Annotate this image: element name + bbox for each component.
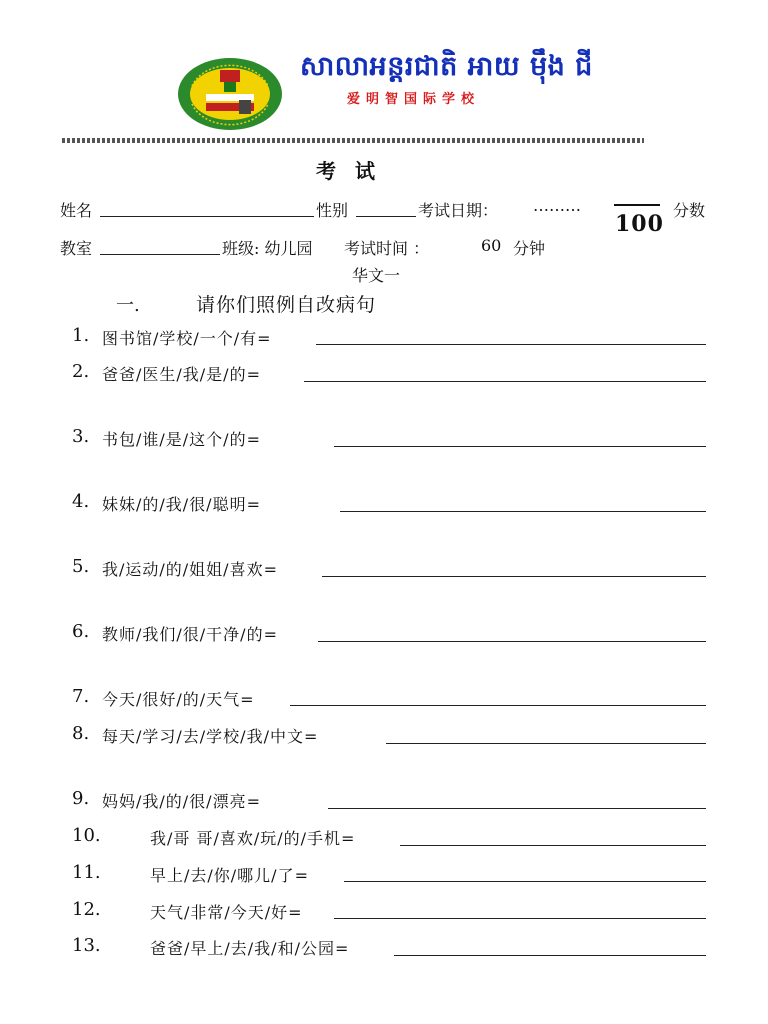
section-number: 一. xyxy=(116,295,140,316)
score-total: 100 xyxy=(615,211,664,237)
question-number: 4. xyxy=(72,491,90,512)
class-label: 班级: 幼儿园 xyxy=(222,239,313,258)
question-number: 1. xyxy=(72,325,90,346)
question-text: 书包/谁/是/这个/的= xyxy=(102,430,261,449)
classroom-field[interactable] xyxy=(100,254,220,255)
question-text: 早上/去/你/哪儿/了= xyxy=(150,866,309,885)
exam-date-label: 考试日期： xyxy=(418,201,499,220)
school-name-khmer: សាលាអន្តរជាតិ អាយ ម៉ឹង ជី xyxy=(300,51,593,82)
header-divider xyxy=(62,138,644,143)
question-text: 爸爸/早上/去/我/和/公园= xyxy=(150,939,350,958)
answer-line[interactable] xyxy=(322,576,706,577)
question-number: 12. xyxy=(72,899,101,920)
section-instruction: 请你们照例自改病句 xyxy=(196,294,377,316)
gender-label: 性别 xyxy=(316,201,349,220)
answer-line[interactable] xyxy=(318,641,706,642)
exam-time-value: 60 xyxy=(481,236,502,255)
name-label: 姓名 xyxy=(60,201,93,220)
question-text: 每天/学习/去/学校/我/中文= xyxy=(102,727,319,746)
school-logo xyxy=(176,56,284,132)
answer-line[interactable] xyxy=(328,808,706,809)
question-number: 11. xyxy=(72,862,101,883)
name-field[interactable] xyxy=(100,216,314,217)
question-number: 3. xyxy=(72,426,90,447)
question-number: 9. xyxy=(72,788,90,809)
question-text: 妈妈/我/的/很/漂亮= xyxy=(102,792,261,811)
score-fraction-line xyxy=(614,204,660,206)
answer-line[interactable] xyxy=(386,743,706,744)
exam-time-label: 考试时间 ： xyxy=(344,239,430,258)
answer-line[interactable] xyxy=(340,511,706,512)
classroom-label: 教室 xyxy=(60,239,93,258)
question-number: 13. xyxy=(72,935,101,956)
question-text: 天气/非常/今天/好= xyxy=(150,903,303,922)
question-text: 爸爸/医生/我/是/的= xyxy=(102,365,261,384)
question-number: 6. xyxy=(72,621,90,642)
question-number: 7. xyxy=(72,686,90,707)
question-number: 10. xyxy=(72,825,101,846)
question-text: 教师/我们/很/干净/的= xyxy=(102,625,278,644)
question-number: 8. xyxy=(72,723,90,744)
question-number: 5. xyxy=(72,556,90,577)
answer-line[interactable] xyxy=(334,446,706,447)
question-text: 我/哥 哥/喜欢/玩/的/手机= xyxy=(150,829,356,848)
answer-line[interactable] xyxy=(304,381,706,382)
answer-line[interactable] xyxy=(344,881,706,882)
answer-line[interactable] xyxy=(316,344,706,345)
gender-field[interactable] xyxy=(356,216,416,217)
exam-time-unit: 分钟 xyxy=(513,239,546,258)
answer-line[interactable] xyxy=(334,918,706,919)
school-name-chinese: 爱明智国际学校 xyxy=(347,92,481,107)
question-text: 今天/很好/的/天气= xyxy=(102,690,255,709)
answer-line[interactable] xyxy=(290,705,706,706)
question-number: 2. xyxy=(72,361,90,382)
question-text: 我/运动/的/姐姐/喜欢= xyxy=(102,560,278,579)
question-text: 妹妹/的/我/很/聪明= xyxy=(102,495,261,514)
answer-line[interactable] xyxy=(394,955,706,956)
exam-date-dots[interactable]: ……… xyxy=(533,196,581,215)
answer-line[interactable] xyxy=(400,845,706,846)
subject-label: 华文一 xyxy=(352,266,401,285)
exam-title: 考 试 xyxy=(316,159,381,183)
question-text: 图书馆/学校/一个/有= xyxy=(102,329,272,348)
score-label: 分数 xyxy=(673,201,706,220)
